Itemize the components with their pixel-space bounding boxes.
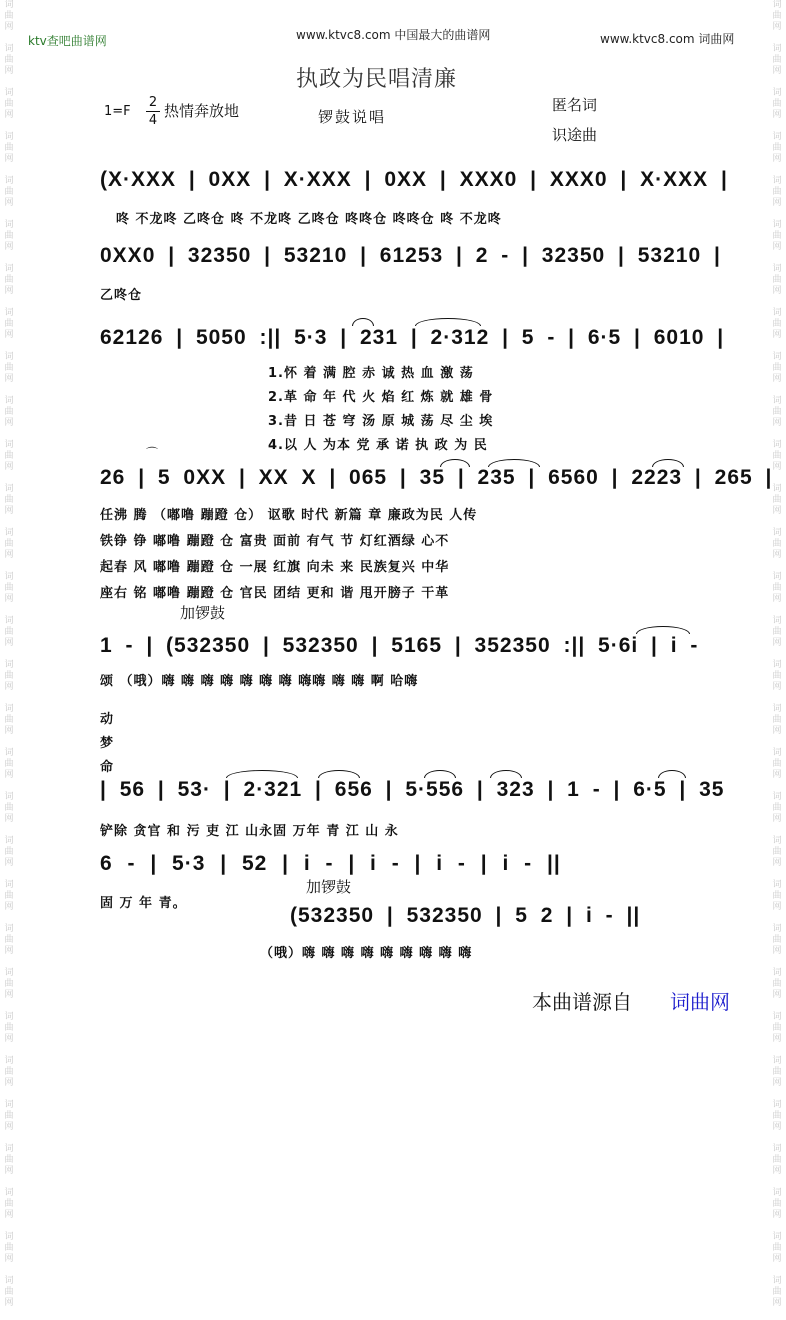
watermark-gap — [2, 605, 16, 616]
watermark-glyph: 网 — [4, 1254, 14, 1264]
watermark-glyph: 曲 — [4, 495, 14, 505]
watermark-glyph: 词 — [772, 1188, 782, 1198]
watermark-glyph: 词 — [4, 44, 14, 54]
watermark-glyph: 词 — [772, 1144, 782, 1154]
watermark-glyph: 曲 — [4, 715, 14, 725]
watermark-glyph: 曲 — [4, 1023, 14, 1033]
watermark-gap — [770, 341, 784, 352]
watermark-gap — [2, 1001, 16, 1012]
watermark-glyph: 网 — [4, 770, 14, 780]
watermark-gap — [770, 1089, 784, 1100]
watermark-gap — [770, 693, 784, 704]
watermark-glyph: 曲 — [772, 539, 782, 549]
watermark-glyph: 词 — [772, 132, 782, 142]
watermark-glyph: 网 — [772, 1166, 782, 1176]
watermark-glyph: 词 — [4, 1276, 14, 1286]
watermark-glyph: 曲 — [772, 231, 782, 241]
lyric-row-3-verse-2: 2.革 命 年 代 火 焰 红 炼 就 雄 骨 — [268, 390, 494, 405]
watermark-gap — [770, 165, 784, 176]
watermark-glyph: 网 — [4, 374, 14, 384]
watermark-gap — [770, 1221, 784, 1232]
watermark-glyph: 网 — [4, 1166, 14, 1176]
time-signature — [146, 95, 160, 128]
watermark-glyph: 曲 — [4, 671, 14, 681]
watermark-glyph: 网 — [772, 154, 782, 164]
watermark-glyph: 网 — [4, 22, 14, 32]
watermark-gap — [770, 605, 784, 616]
watermark-glyph: 曲 — [772, 143, 782, 153]
watermark-glyph: 曲 — [772, 451, 782, 461]
watermark-gap — [2, 1221, 16, 1232]
watermark-glyph: 网 — [4, 286, 14, 296]
watermark-glyph: 词 — [772, 616, 782, 626]
watermark-glyph: 词 — [772, 528, 782, 538]
lyric-row-4-verse-1: 任沸 腾 （嘟噜 蹦蹬 仓） 讴歌 时代 新篇 章 廉政为民 人传 — [100, 508, 478, 523]
watermark-glyph: 网 — [4, 1122, 14, 1132]
site-url-center: www.ktvc8.com 中国最大的曲谱网 — [296, 28, 491, 42]
watermark-gap — [2, 517, 16, 528]
watermark-gap — [770, 517, 784, 528]
watermark-glyph: 词 — [4, 88, 14, 98]
watermark-glyph: 词 — [4, 220, 14, 230]
watermark-gap — [2, 957, 16, 968]
watermark-glyph: 曲 — [772, 935, 782, 945]
song-title: 执政为民唱清廉 — [296, 67, 458, 92]
watermark-gap — [770, 77, 784, 88]
notation-row-7: 6 - | 5·3 | 52 | i - | i - | i - | i - || — [100, 852, 561, 875]
watermark-glyph: 词 — [4, 660, 14, 670]
watermark-glyph: 曲 — [772, 627, 782, 637]
watermark-glyph: 网 — [772, 1298, 782, 1308]
watermark-glyph: 曲 — [4, 627, 14, 637]
site-name-left: ktv查吧曲谱网 — [28, 34, 107, 48]
watermark-glyph: 网 — [4, 330, 14, 340]
watermark-glyph: 词 — [4, 836, 14, 846]
lyric-row-7: 固 万 年 青。 — [100, 896, 187, 911]
watermark-glyph: 词 — [772, 1100, 782, 1110]
watermark-left — [2, 0, 16, 1320]
watermark-gap — [770, 913, 784, 924]
watermark-glyph: 曲 — [772, 715, 782, 725]
genre-label: 锣鼓说唱 — [318, 108, 387, 126]
watermark-glyph: 词 — [772, 264, 782, 274]
notation-row-3: 62126 | 5050 :|| 5·3 | 231 | 2·312 | 5 - | 6·5 | 6010 | — [100, 326, 725, 349]
slur-mark — [636, 626, 690, 634]
lyric-row-3-verse-4: 4.以 人 为本 党 承 诺 执 政 为 民 — [268, 438, 488, 453]
watermark-gap — [2, 781, 16, 792]
watermark-glyph: 网 — [4, 726, 14, 736]
time-numerator: 2 — [148, 95, 158, 110]
watermark-glyph: 曲 — [4, 187, 14, 197]
slur-mark — [415, 318, 481, 326]
watermark-glyph: 网 — [4, 638, 14, 648]
watermark-gap — [2, 1089, 16, 1100]
notation-row-6: | 56 | 53· | 2·321 | 656 | 5·556 | 323 | 1 - | 6·5 | 35 — [100, 778, 725, 801]
watermark-glyph: 网 — [772, 1254, 782, 1264]
watermark-gap — [770, 209, 784, 220]
watermark-gap — [770, 33, 784, 44]
watermark-glyph: 曲 — [772, 1199, 782, 1209]
watermark-glyph: 曲 — [4, 1199, 14, 1209]
watermark-glyph: 网 — [4, 902, 14, 912]
watermark-gap — [2, 209, 16, 220]
watermark-glyph: 曲 — [4, 231, 14, 241]
watermark-glyph: 词 — [4, 528, 14, 538]
watermark-gap — [2, 77, 16, 88]
watermark-gap — [2, 737, 16, 748]
watermark-glyph: 词 — [772, 880, 782, 890]
watermark-glyph: 网 — [772, 22, 782, 32]
watermark-glyph: 曲 — [772, 891, 782, 901]
watermark-glyph: 曲 — [4, 803, 14, 813]
watermark-glyph: 网 — [4, 1210, 14, 1220]
watermark-glyph: 词 — [4, 924, 14, 934]
watermark-glyph: 曲 — [772, 671, 782, 681]
watermark-glyph: 曲 — [4, 1287, 14, 1297]
watermark-gap — [770, 649, 784, 660]
watermark-glyph: 词 — [4, 1100, 14, 1110]
watermark-gap — [770, 1001, 784, 1012]
watermark-gap — [2, 1309, 16, 1320]
watermark-gap — [2, 693, 16, 704]
watermark-gap — [770, 825, 784, 836]
lyric-row-3-verse-1: 1.怀 着 满 腔 赤 诚 热 血 激 荡 — [268, 366, 474, 381]
watermark-glyph: 词 — [772, 0, 782, 10]
tempo-marking: 热情奔放地 — [164, 102, 240, 120]
watermark-gap — [2, 561, 16, 572]
watermark-glyph: 曲 — [4, 1111, 14, 1121]
lyric-row-4-verse-2: 铁铮 铮 嘟噜 蹦蹬 仓 富贵 面前 有气 节 灯红酒绿 心不 — [100, 534, 450, 549]
watermark-glyph: 网 — [772, 198, 782, 208]
watermark-glyph: 曲 — [772, 847, 782, 857]
watermark-glyph: 网 — [4, 946, 14, 956]
key-signature: 1=F — [104, 104, 131, 119]
time-denominator: 4 — [148, 113, 158, 128]
watermark-glyph: 曲 — [772, 759, 782, 769]
watermark-glyph: 网 — [4, 858, 14, 868]
watermark-gap — [2, 825, 16, 836]
watermark-glyph: 网 — [4, 198, 14, 208]
watermark-glyph: 网 — [772, 1210, 782, 1220]
watermark-glyph: 词 — [772, 308, 782, 318]
watermark-glyph: 词 — [772, 924, 782, 934]
watermark-glyph: 词 — [4, 1012, 14, 1022]
watermark-glyph: 曲 — [772, 11, 782, 21]
watermark-glyph: 词 — [4, 748, 14, 758]
watermark-glyph: 曲 — [4, 583, 14, 593]
lyric-extra-3: 命 — [100, 760, 115, 775]
watermark-gap — [770, 253, 784, 264]
watermark-gap — [770, 1309, 784, 1320]
watermark-glyph: 词 — [772, 748, 782, 758]
watermark-glyph: 词 — [4, 176, 14, 186]
watermark-glyph: 曲 — [4, 1155, 14, 1165]
watermark-glyph: 曲 — [4, 935, 14, 945]
watermark-glyph: 曲 — [772, 583, 782, 593]
lyric-row-2: 乙咚仓 — [100, 288, 143, 303]
watermark-glyph: 词 — [4, 1232, 14, 1242]
watermark-glyph: 网 — [772, 374, 782, 384]
slur-mark — [424, 770, 456, 778]
drum-cue-label: 加锣鼓 — [306, 878, 352, 896]
watermark-glyph: 网 — [772, 726, 782, 736]
watermark-glyph: 词 — [772, 572, 782, 582]
lyric-row-8: （哦）嗨 嗨 嗨 嗨 嗨 嗨 嗨 嗨 嗨 — [260, 946, 473, 961]
watermark-glyph: 词 — [4, 352, 14, 362]
watermark-glyph: 词 — [4, 704, 14, 714]
watermark-glyph: 词 — [772, 220, 782, 230]
slur-mark — [226, 770, 298, 778]
watermark-glyph: 网 — [4, 242, 14, 252]
slur-mark — [658, 770, 686, 778]
watermark-gap — [770, 781, 784, 792]
watermark-glyph: 曲 — [772, 187, 782, 197]
watermark-glyph: 曲 — [4, 55, 14, 65]
watermark-glyph: 曲 — [4, 143, 14, 153]
drum-cue-label: 加锣鼓 — [180, 604, 226, 622]
watermark-gap — [2, 473, 16, 484]
watermark-glyph: 曲 — [772, 99, 782, 109]
watermark-gap — [770, 1177, 784, 1188]
watermark-glyph: 网 — [772, 66, 782, 76]
watermark-glyph: 网 — [772, 770, 782, 780]
watermark-glyph: 网 — [4, 110, 14, 120]
watermark-glyph: 词 — [772, 660, 782, 670]
watermark-glyph: 词 — [4, 396, 14, 406]
lyric-row-4-verse-3: 起春 风 嘟噜 蹦蹬 仓 一展 红旗 向未 来 民族复兴 中华 — [100, 560, 450, 575]
watermark-glyph: 曲 — [772, 1155, 782, 1165]
watermark-gap — [770, 1045, 784, 1056]
watermark-glyph: 曲 — [772, 1067, 782, 1077]
watermark-gap — [770, 561, 784, 572]
watermark-glyph: 曲 — [4, 319, 14, 329]
watermark-right — [770, 0, 784, 1320]
watermark-glyph: 曲 — [4, 99, 14, 109]
watermark-glyph: 词 — [772, 352, 782, 362]
fermata-mark: ⌒ — [146, 446, 159, 460]
watermark-glyph: 词 — [4, 1144, 14, 1154]
watermark-gap — [770, 121, 784, 132]
watermark-glyph: 曲 — [772, 55, 782, 65]
watermark-gap — [2, 385, 16, 396]
watermark-gap — [770, 385, 784, 396]
watermark-glyph: 曲 — [772, 363, 782, 373]
watermark-glyph: 网 — [772, 946, 782, 956]
watermark-glyph: 曲 — [772, 319, 782, 329]
watermark-glyph: 词 — [772, 704, 782, 714]
watermark-glyph: 网 — [4, 550, 14, 560]
watermark-glyph: 网 — [4, 1034, 14, 1044]
watermark-glyph: 网 — [4, 462, 14, 472]
watermark-glyph: 曲 — [772, 1111, 782, 1121]
watermark-glyph: 词 — [4, 968, 14, 978]
footer-brand-link[interactable]: 词曲网 — [670, 990, 730, 1014]
watermark-gap — [2, 1265, 16, 1276]
watermark-gap — [2, 869, 16, 880]
watermark-glyph: 词 — [4, 572, 14, 582]
watermark-glyph: 词 — [4, 440, 14, 450]
watermark-glyph: 网 — [772, 462, 782, 472]
watermark-glyph: 词 — [4, 0, 14, 10]
watermark-glyph: 曲 — [4, 363, 14, 373]
watermark-gap — [2, 165, 16, 176]
watermark-glyph: 网 — [772, 902, 782, 912]
watermark-glyph: 网 — [772, 418, 782, 428]
watermark-glyph: 词 — [772, 1232, 782, 1242]
lyric-extra-1: 动 — [100, 712, 115, 727]
watermark-glyph: 网 — [772, 990, 782, 1000]
lyric-row-4-verse-4: 座右 铭 嘟噜 蹦蹬 仓 官民 团结 更和 谐 甩开膀子 干革 — [100, 586, 450, 601]
watermark-glyph: 曲 — [4, 1243, 14, 1253]
watermark-glyph: 网 — [772, 594, 782, 604]
watermark-glyph: 曲 — [4, 275, 14, 285]
watermark-gap — [2, 429, 16, 440]
watermark-glyph: 词 — [4, 1188, 14, 1198]
watermark-gap — [2, 253, 16, 264]
watermark-glyph: 词 — [772, 440, 782, 450]
watermark-glyph: 网 — [772, 330, 782, 340]
watermark-glyph: 曲 — [4, 1067, 14, 1077]
watermark-glyph: 网 — [772, 1034, 782, 1044]
watermark-gap — [2, 1177, 16, 1188]
watermark-glyph: 词 — [772, 968, 782, 978]
watermark-gap — [2, 341, 16, 352]
watermark-glyph: 网 — [4, 1078, 14, 1088]
watermark-gap — [770, 737, 784, 748]
slur-mark — [352, 318, 374, 326]
watermark-gap — [2, 297, 16, 308]
notation-row-5: 1 - | (532350 | 532350 | 5165 | 352350 :|| 5·6i | i - — [100, 634, 699, 657]
watermark-glyph: 网 — [4, 1298, 14, 1308]
watermark-glyph: 曲 — [4, 11, 14, 21]
notation-row-4: 26 | 5 0XX | XX X | 065 | 35 | 235 | 6560 | 2223 | 265 | — [100, 466, 773, 489]
lyric-row-1: 咚 不龙咚 乙咚仓 咚 不龙咚 乙咚仓 咚咚仓 咚咚仓 咚 不龙咚 — [116, 212, 502, 227]
lyric-row-6: 铲除 贪官 和 污 吏 江 山永固 万年 青 江 山 永 — [100, 824, 399, 839]
watermark-gap — [2, 1045, 16, 1056]
watermark-glyph: 网 — [772, 682, 782, 692]
watermark-gap — [770, 297, 784, 308]
watermark-glyph: 网 — [772, 286, 782, 296]
watermark-glyph: 网 — [772, 1078, 782, 1088]
watermark-glyph: 词 — [4, 264, 14, 274]
watermark-gap — [770, 869, 784, 880]
watermark-glyph: 曲 — [772, 803, 782, 813]
watermark-glyph: 曲 — [4, 891, 14, 901]
watermark-glyph: 曲 — [772, 979, 782, 989]
watermark-gap — [2, 121, 16, 132]
lyricist-credit: 匿名词 — [552, 96, 598, 114]
watermark-glyph: 词 — [772, 836, 782, 846]
watermark-glyph: 曲 — [772, 1287, 782, 1297]
watermark-glyph: 网 — [4, 594, 14, 604]
watermark-glyph: 词 — [772, 396, 782, 406]
watermark-glyph: 网 — [772, 814, 782, 824]
composer-credit: 识途曲 — [552, 126, 598, 144]
notation-row-8: (532350 | 532350 | 5 2 | i - || — [290, 904, 641, 927]
watermark-gap — [2, 649, 16, 660]
watermark-glyph: 网 — [4, 990, 14, 1000]
slur-mark — [490, 770, 522, 778]
watermark-glyph: 词 — [772, 88, 782, 98]
watermark-glyph: 词 — [772, 1056, 782, 1066]
watermark-glyph: 曲 — [4, 759, 14, 769]
watermark-glyph: 网 — [4, 506, 14, 516]
watermark-glyph: 曲 — [4, 407, 14, 417]
footer-source-text: 本曲谱源自 — [532, 990, 632, 1014]
watermark-glyph: 词 — [4, 880, 14, 890]
watermark-glyph: 曲 — [4, 847, 14, 857]
watermark-glyph: 网 — [772, 1122, 782, 1132]
watermark-glyph: 网 — [772, 110, 782, 120]
watermark-glyph: 词 — [4, 308, 14, 318]
watermark-glyph: 词 — [4, 1056, 14, 1066]
watermark-glyph: 网 — [4, 814, 14, 824]
watermark-gap — [770, 1265, 784, 1276]
watermark-glyph: 曲 — [772, 1243, 782, 1253]
watermark-gap — [770, 429, 784, 440]
watermark-glyph: 词 — [772, 44, 782, 54]
watermark-glyph: 网 — [772, 550, 782, 560]
watermark-gap — [770, 1133, 784, 1144]
watermark-glyph: 网 — [772, 506, 782, 516]
watermark-glyph: 曲 — [772, 275, 782, 285]
watermark-glyph: 曲 — [772, 407, 782, 417]
notation-row-1: (X·XXX | 0XX | X·XXX | 0XX | XXX0 | XXX0 | X·XXX | — [100, 168, 728, 191]
site-url-right: www.ktvc8.com 词曲网 — [600, 32, 735, 46]
lyric-extra-2: 梦 — [100, 736, 115, 751]
watermark-glyph: 词 — [4, 792, 14, 802]
lyric-row-3-verse-3: 3.昔 日 苍 穹 汤 原 城 荡 尽 尘 埃 — [268, 414, 494, 429]
notation-row-2: 0XX0 | 32350 | 53210 | 61253 | 2 - | 32350 | 53210 | — [100, 244, 721, 267]
watermark-glyph: 词 — [4, 616, 14, 626]
watermark-glyph: 词 — [772, 1012, 782, 1022]
watermark-glyph: 网 — [4, 418, 14, 428]
watermark-gap — [2, 913, 16, 924]
watermark-glyph: 网 — [772, 242, 782, 252]
lyric-row-5: 颂 （哦）嗨 嗨 嗨 嗨 嗨 嗨 嗨 嗨嗨 嗨 嗨 啊 哈嗨 — [100, 674, 419, 689]
watermark-glyph: 曲 — [772, 1023, 782, 1033]
watermark-glyph: 曲 — [4, 539, 14, 549]
watermark-glyph: 词 — [4, 484, 14, 494]
watermark-gap — [2, 33, 16, 44]
watermark-gap — [770, 957, 784, 968]
watermark-glyph: 词 — [772, 484, 782, 494]
slur-mark — [318, 770, 360, 778]
watermark-gap — [2, 1133, 16, 1144]
watermark-glyph: 网 — [772, 638, 782, 648]
watermark-glyph: 网 — [4, 682, 14, 692]
watermark-glyph: 网 — [4, 154, 14, 164]
watermark-glyph: 词 — [772, 792, 782, 802]
watermark-glyph: 词 — [772, 1276, 782, 1286]
watermark-glyph: 网 — [772, 858, 782, 868]
watermark-glyph: 词 — [772, 176, 782, 186]
watermark-glyph: 词 — [4, 132, 14, 142]
watermark-glyph: 曲 — [4, 979, 14, 989]
watermark-glyph: 曲 — [4, 451, 14, 461]
watermark-glyph: 网 — [4, 66, 14, 76]
watermark-glyph: 曲 — [772, 495, 782, 505]
